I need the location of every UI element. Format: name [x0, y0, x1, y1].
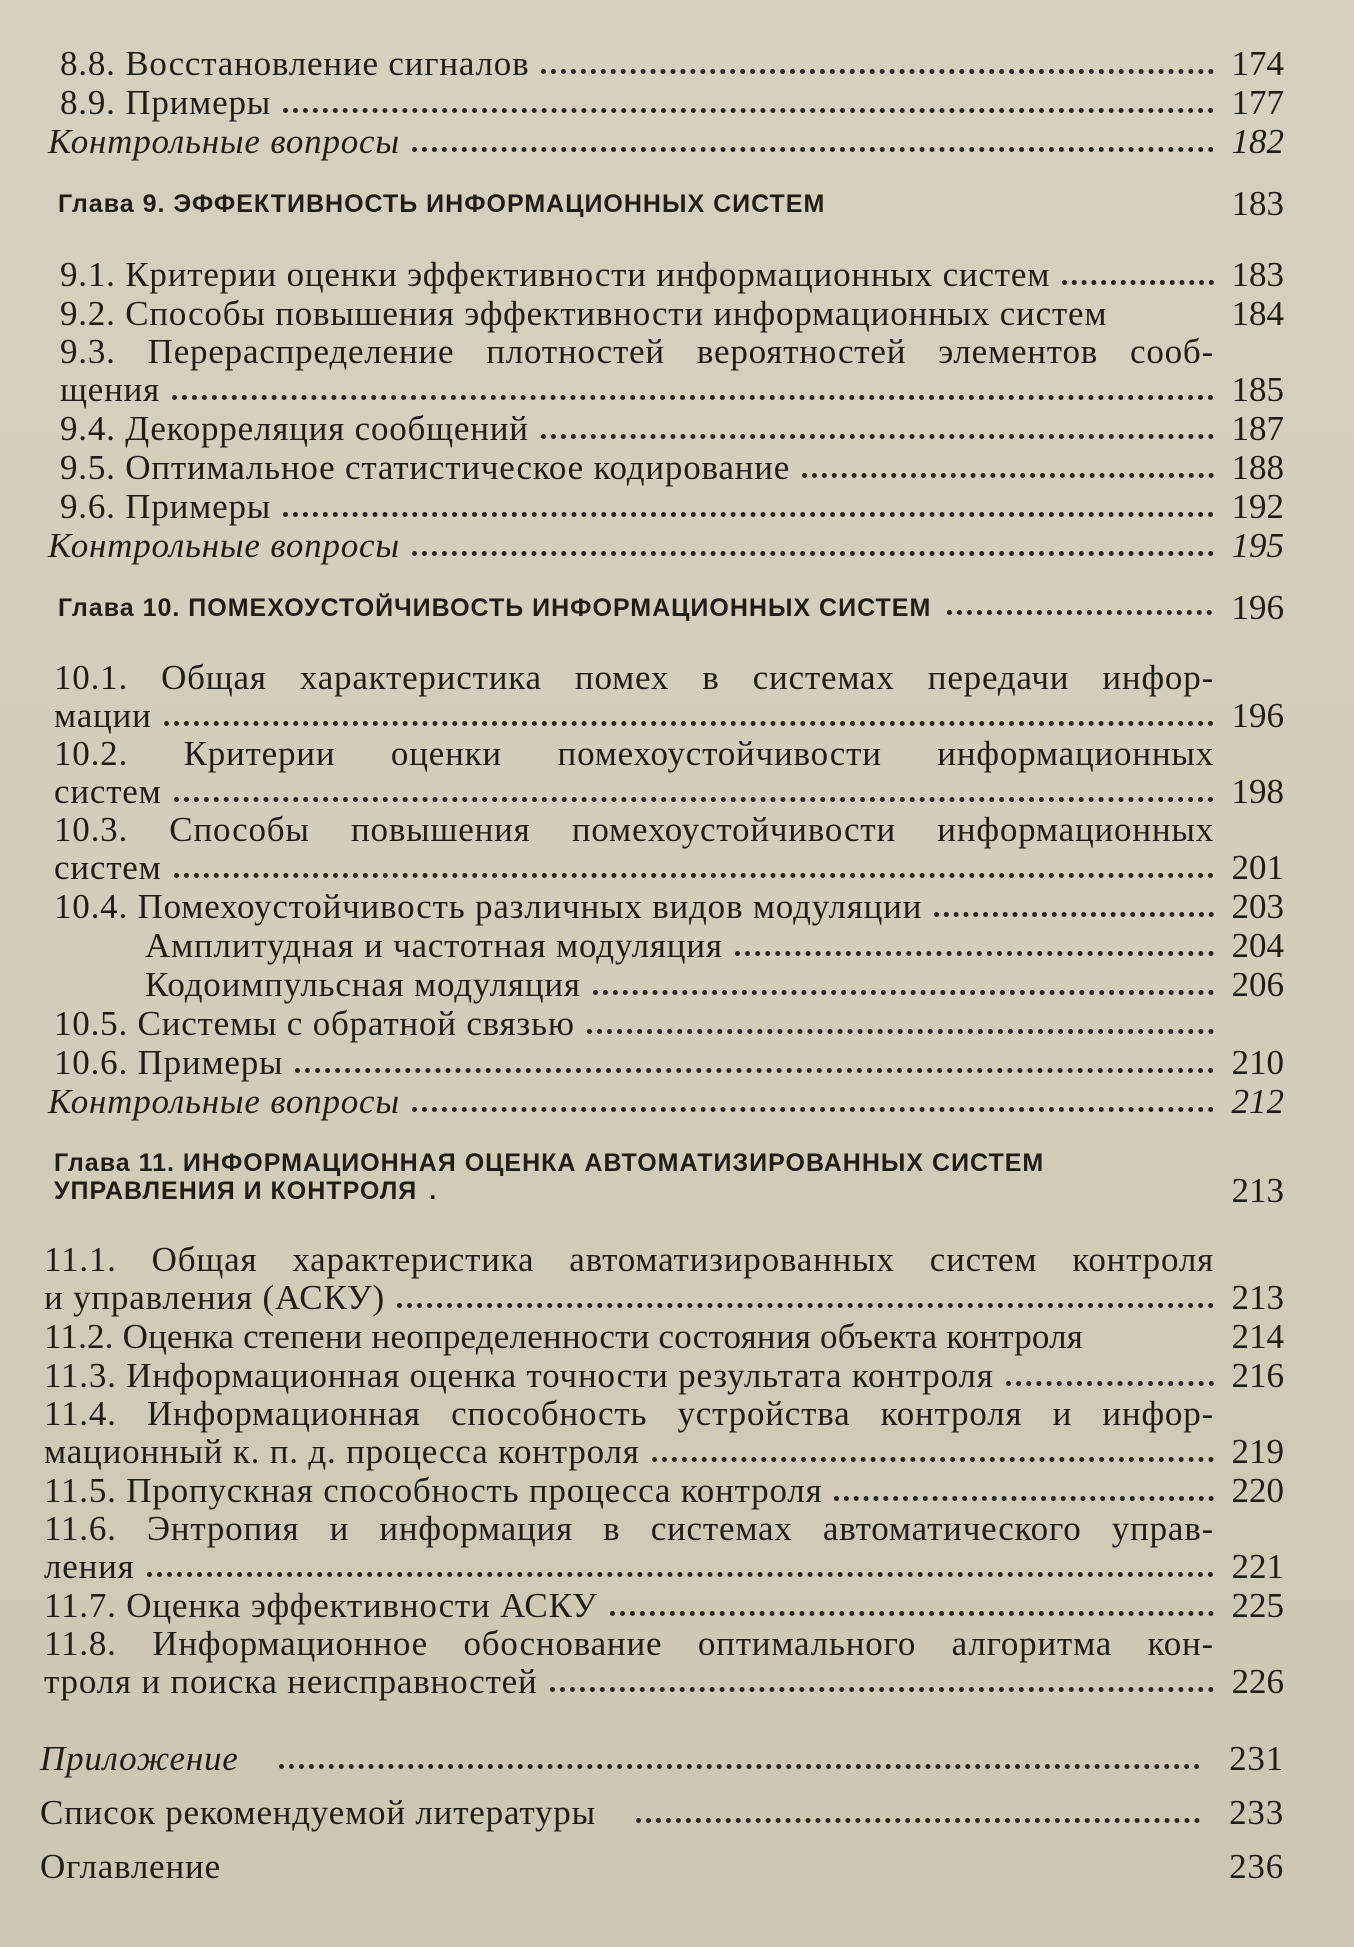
- toc-page-number: 183: [1231, 184, 1284, 223]
- dot-leader: .: [429, 1177, 438, 1205]
- dot-leader: [261, 1872, 1200, 1877]
- toc-entry-11-6-line1[interactable]: 11.6. Энтропия и информация в системах автоматического управ-: [44, 1509, 1214, 1548]
- toc-entry-10-3-line1[interactable]: 10.3. Способы повышения помехоустойчивости информационных: [54, 810, 1214, 849]
- toc-entry-questions-8[interactable]: [40, 122, 1284, 161]
- dot-leader: [541, 69, 1214, 74]
- dot-leader: [1006, 1381, 1214, 1386]
- toc-entry-10-4[interactable]: [40, 887, 1284, 926]
- toc-entry-label: Контрольные вопросы: [48, 1082, 400, 1121]
- dot-leader: [735, 951, 1214, 956]
- dot-leader: [147, 1572, 1214, 1577]
- dot-leader: [172, 395, 1214, 400]
- toc-entry-label: 8.8. Восстановление сигналов: [60, 44, 530, 83]
- toc-page-number: 236: [1229, 1847, 1284, 1886]
- toc-entry-11-7[interactable]: [40, 1586, 1284, 1625]
- toc-entry-10-2[interactable]: [40, 772, 1284, 811]
- toc-entry-label: ления: [44, 1547, 135, 1586]
- toc-page-number: 174: [1231, 44, 1284, 83]
- toc-entry-11-4[interactable]: [40, 1432, 1284, 1471]
- toc-page-number: 219: [1231, 1432, 1284, 1471]
- toc-entry-8-8[interactable]: [40, 44, 1284, 83]
- toc-entry-label: Оглавление: [40, 1847, 221, 1886]
- dot-leader: [1095, 1342, 1214, 1347]
- toc-page-number: 233: [1229, 1793, 1284, 1832]
- chapter-11-heading[interactable]: [40, 1149, 1284, 1210]
- toc-entry-11-3[interactable]: [40, 1356, 1284, 1395]
- dot-leader: [834, 1496, 1214, 1501]
- dot-leader: [283, 512, 1214, 517]
- toc-entry-label: и управления (АСКУ): [44, 1278, 385, 1317]
- toc-entry-label: Контрольные вопросы: [48, 526, 400, 565]
- dot-leader: [610, 1611, 1214, 1616]
- dot-leader: [412, 1107, 1214, 1112]
- chapter-title-cont: УПРАВЛЕНИЯ И КОНТРОЛЯ: [54, 1177, 418, 1205]
- toc-entry-appendix[interactable]: [40, 1737, 1284, 1781]
- toc-entry-bibliography[interactable]: [40, 1791, 1284, 1835]
- toc-entry-label: 9.5. Оптимальное статистическое кодирование: [60, 448, 791, 487]
- toc-entry-label: щения: [60, 370, 161, 409]
- toc-entry-9-5[interactable]: [40, 448, 1284, 487]
- dot-leader: [636, 1818, 1200, 1823]
- toc-page-number: 188: [1231, 448, 1284, 487]
- dot-leader: [541, 434, 1214, 439]
- chapter-title: Глава 11. ИНФОРМАЦИОННАЯ ОЦЕНКА АВТОМАТИЗИРОВАННЫХ СИСТЕМ: [54, 1149, 1045, 1177]
- dot-leader: [587, 1029, 1214, 1034]
- toc-page-number: 192: [1231, 487, 1284, 526]
- toc-page-number: 198: [1231, 772, 1284, 811]
- toc-entry-11-8-line1[interactable]: 11.8. Информационное обоснование оптимального алгоритма кон-: [44, 1624, 1214, 1663]
- dot-leader: [164, 721, 1214, 726]
- dot-leader: [947, 610, 1211, 615]
- toc-entry-label: 11.3. Информационная оценка точности результата контроля: [44, 1356, 994, 1395]
- toc-page-number: 185: [1231, 370, 1284, 409]
- toc-entry-label: мационный к. п. д. процесса контроля: [44, 1432, 640, 1471]
- toc-entry-label: Список рекомендуемой литературы: [40, 1793, 596, 1832]
- toc-entry-label: Кодоимпульсная модуляция: [145, 965, 581, 1004]
- dot-leader: [550, 1687, 1214, 1692]
- toc-entry-label: троля и поиска неисправностей: [44, 1662, 538, 1701]
- toc-entry-label: Амплитудная и частотная модуляция: [145, 926, 723, 965]
- toc-page-number: 183: [1231, 255, 1284, 294]
- toc-entry-label: 8.9. Примеры: [60, 83, 272, 122]
- dot-leader: [412, 147, 1214, 152]
- toc-page-number: 210: [1231, 1043, 1284, 1082]
- toc-page-number: 177: [1231, 83, 1284, 122]
- dot-leader: [174, 873, 1214, 878]
- toc-page-number: 231: [1229, 1739, 1284, 1778]
- toc-entry-label: 11.5. Пропускная способность процесса контроля: [44, 1471, 823, 1510]
- toc-entry-label: 9.4. Декорреляция сообщений: [60, 409, 529, 448]
- toc-page-number: 220: [1231, 1471, 1284, 1510]
- toc-entry-10-2-line1[interactable]: 10.2. Критерии оценки помехоустойчивости информационных: [54, 734, 1214, 773]
- toc-entry-label: 9.1. Критерии оценки эффективности информационных систем: [60, 255, 1051, 294]
- toc-entry-9-2[interactable]: [40, 294, 1284, 333]
- toc-entry-label: систем: [54, 848, 162, 887]
- toc-page-number: 213: [1231, 1278, 1284, 1317]
- dot-leader: [279, 1764, 1200, 1769]
- toc-entry-label: 11.7. Оценка эффективности АСКУ: [44, 1586, 598, 1625]
- toc-page-number: 213: [1231, 1171, 1284, 1210]
- toc-entry-9-3[interactable]: [40, 370, 1284, 409]
- toc-entry-10-6[interactable]: [40, 1043, 1284, 1082]
- dot-leader: [1062, 280, 1214, 285]
- toc-entry-label: 10.4. Помехоустойчивость различных видов модуляции: [54, 887, 923, 926]
- toc-entry-contents[interactable]: [40, 1845, 1284, 1889]
- toc-entry-11-1-line1[interactable]: 11.1. Общая характеристика автоматизированных систем контроля: [44, 1240, 1214, 1279]
- dot-leader: [174, 797, 1214, 802]
- toc-entry-11-2[interactable]: [40, 1317, 1284, 1356]
- toc-page-number: 184: [1231, 294, 1284, 333]
- toc-entry-label: 11.2. Оценка степени неопределенности состояния объекта контроля: [44, 1317, 1084, 1356]
- toc-entry-10-4-pcm[interactable]: [40, 965, 1284, 1004]
- toc-entry-10-1-line1[interactable]: 10.1. Общая характеристика помех в системах передачи инфор-: [54, 658, 1214, 697]
- toc-entry-11-6[interactable]: [40, 1547, 1284, 1586]
- toc-entry-11-1[interactable]: [40, 1278, 1284, 1317]
- toc-entry-label: 10.6. Примеры: [54, 1043, 284, 1082]
- toc-page-number: 195: [1231, 526, 1284, 565]
- toc-entry-label: Контрольные вопросы: [48, 122, 400, 161]
- toc-page-number: 201: [1231, 848, 1284, 887]
- toc-entry-9-3-line1[interactable]: 9.3. Перераспределение плотностей вероятностей элементов сооб-: [60, 332, 1214, 371]
- toc-entry-11-4-line1[interactable]: 11.4. Информационная способность устройства контроля и инфор-: [44, 1394, 1214, 1433]
- toc-page-number: 221: [1231, 1547, 1284, 1586]
- dot-leader: [1119, 319, 1214, 324]
- toc-entry-10-1[interactable]: [40, 696, 1284, 735]
- dot-leader: [593, 990, 1214, 995]
- chapter-title: Глава 10. ПОМЕХОУСТОЙЧИВОСТЬ ИНФОРМАЦИОННЫХ СИСТЕМ: [58, 594, 932, 622]
- toc-entry-label: 9.2. Способы повышения эффективности информационных систем: [60, 294, 1108, 333]
- toc-entry-9-6[interactable]: [40, 487, 1284, 526]
- toc-page-number: 216: [1231, 1356, 1284, 1395]
- toc-page-number: 226: [1231, 1662, 1284, 1701]
- toc-entry-label: систем: [54, 772, 162, 811]
- toc-entry-10-5[interactable]: [40, 1004, 1284, 1043]
- toc-entry-label: 10.5. Системы с обратной связью: [54, 1004, 575, 1043]
- chapter-title: Глава 9. ЭФФЕКТИВНОСТЬ ИНФОРМАЦИОННЫХ СИСТЕМ: [58, 190, 826, 218]
- chapter-10-heading[interactable]: [40, 588, 1284, 627]
- toc-page-number: 212: [1231, 1082, 1284, 1121]
- toc-page-number: 203: [1231, 887, 1284, 926]
- toc-entry-9-4[interactable]: [40, 409, 1284, 448]
- toc-page-number: 187: [1231, 409, 1284, 448]
- chapter-9-heading[interactable]: [40, 184, 1284, 223]
- toc-entry-label: 9.6. Примеры: [60, 487, 272, 526]
- toc-entry-questions-10[interactable]: [40, 1082, 1284, 1121]
- toc-page-number: 196: [1231, 696, 1284, 735]
- toc-entry-9-1[interactable]: [40, 255, 1284, 294]
- dot-leader: [934, 912, 1214, 917]
- toc-page-number: 225: [1231, 1586, 1284, 1625]
- toc-entry-10-4-am-fm[interactable]: [40, 926, 1284, 965]
- dot-leader: [412, 551, 1214, 556]
- toc-entry-10-3[interactable]: [40, 848, 1284, 887]
- dot-leader: [397, 1303, 1214, 1308]
- dot-leader: [802, 473, 1214, 478]
- toc-entry-11-5[interactable]: [40, 1471, 1284, 1510]
- toc-entry-label: Приложение: [40, 1739, 239, 1778]
- toc-entry-questions-9[interactable]: [40, 526, 1284, 565]
- toc-page-number: 214: [1231, 1317, 1284, 1356]
- toc-page-number: 206: [1231, 965, 1284, 1004]
- dot-leader: [652, 1457, 1214, 1462]
- toc-page-number: 204: [1231, 926, 1284, 965]
- toc-entry-label: мации: [54, 696, 152, 735]
- toc-entry-8-9[interactable]: [40, 83, 1284, 122]
- toc-page-number: 182: [1231, 122, 1284, 161]
- toc-entry-11-8[interactable]: [40, 1662, 1284, 1701]
- toc-page-number: 196: [1231, 588, 1284, 627]
- dot-leader: [295, 1068, 1214, 1073]
- dot-leader: [283, 108, 1214, 113]
